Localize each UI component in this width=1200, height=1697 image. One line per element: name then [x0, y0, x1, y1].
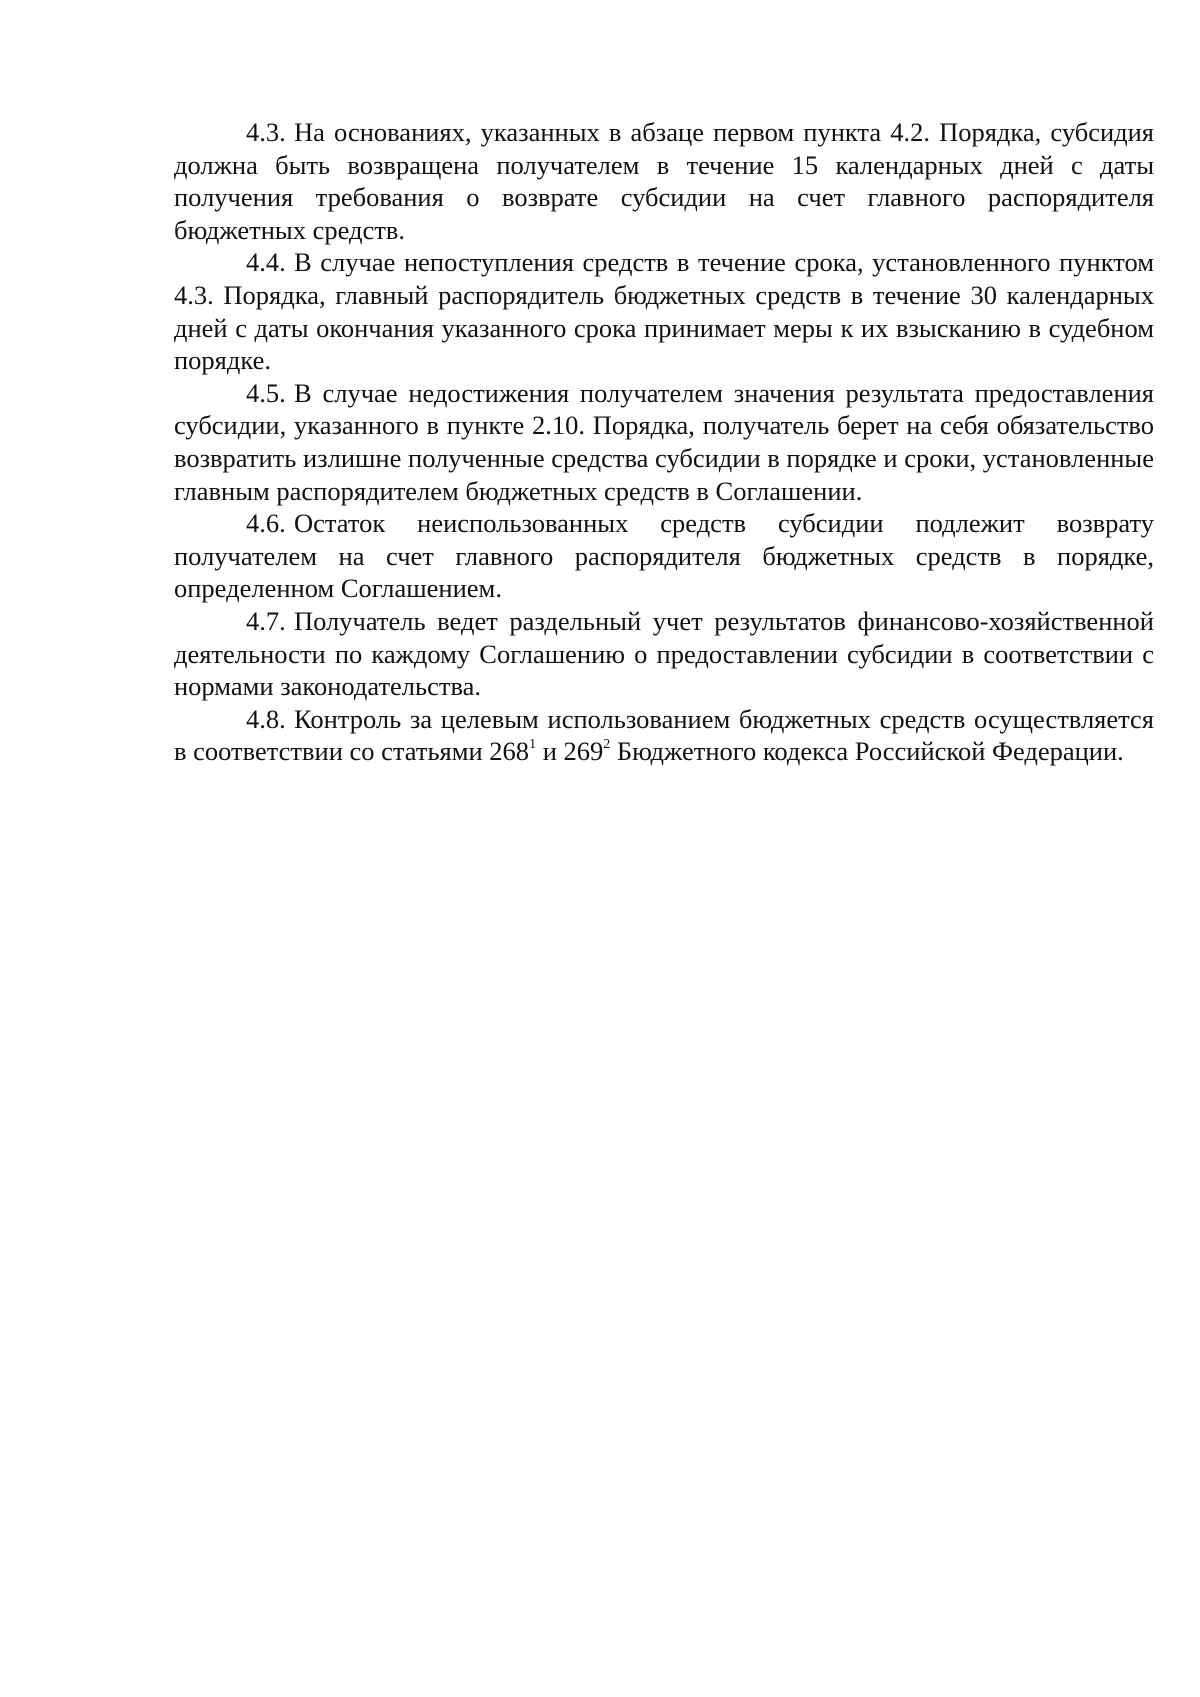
paragraph-4-4 — [174, 246, 1154, 376]
paragraph-number: 4.3. — [246, 117, 286, 147]
paragraph-text-middle: и 269 — [536, 736, 604, 767]
paragraph-text-start: Контроль за целевым использованием бюджетных средств осуществляется в соответствии со статьями 268 — [174, 703, 1154, 767]
paragraph-text: Получатель ведет раздельный учет результатов финансово-хозяйственной деятельности по каждому Соглашению о предоставлении субсидии в соответствии с нормами законодательства. — [174, 605, 1154, 702]
paragraph-number: 4.6. — [246, 508, 286, 539]
paragraph-4-8 — [174, 703, 1154, 768]
paragraph-number: 4.5. — [246, 377, 286, 408]
paragraph-number: 4.8. — [246, 703, 286, 734]
paragraph-4-3 — [174, 116, 1154, 246]
paragraph-text: Остаток неиспользованных средств субсидии подлежит возврату получателем на счет главного распорядителя бюджетных средств в порядке, определенном Соглашением. — [174, 508, 1154, 604]
paragraph-text: На основаниях, указанных в абзаце первом пункта 4.2. Порядка, субсидия должна быть возвращена получателем в течение 15 календарных дней с даты получения требования о возврате субсидии на счет главного распорядителя бюджетных средств. — [174, 117, 1154, 245]
paragraph-text: В случае недостижения получателем значения результата предоставления субсидии, указанного в пункте 2.10. Порядка, получатель берет на себя обязательство возвратить излишне полученные средства субсидии в порядке и сроки, установленные главным распорядителем бюджетных средств в Соглашении. — [174, 377, 1154, 506]
paragraph-number: 4.4. — [246, 247, 286, 278]
document-body — [174, 116, 1154, 768]
superscript-2: 2 — [603, 737, 611, 753]
superscript-1: 1 — [529, 737, 537, 753]
paragraph-4-6 — [174, 507, 1154, 605]
paragraph-text-end: Бюджетного кодекса Российской Федерации. — [610, 736, 1124, 767]
paragraph-number: 4.7. — [246, 605, 286, 636]
paragraph-4-5 — [174, 377, 1154, 507]
paragraph-4-7 — [174, 605, 1154, 703]
paragraph-text: В случае непоступления средств в течение срока, установленного пунктом 4.3. Порядка, главный распорядитель бюджетных средств в течение 30 календарных дней с даты окончания указанного срока принимает меры к их взысканию в судебном порядке. — [174, 247, 1154, 376]
